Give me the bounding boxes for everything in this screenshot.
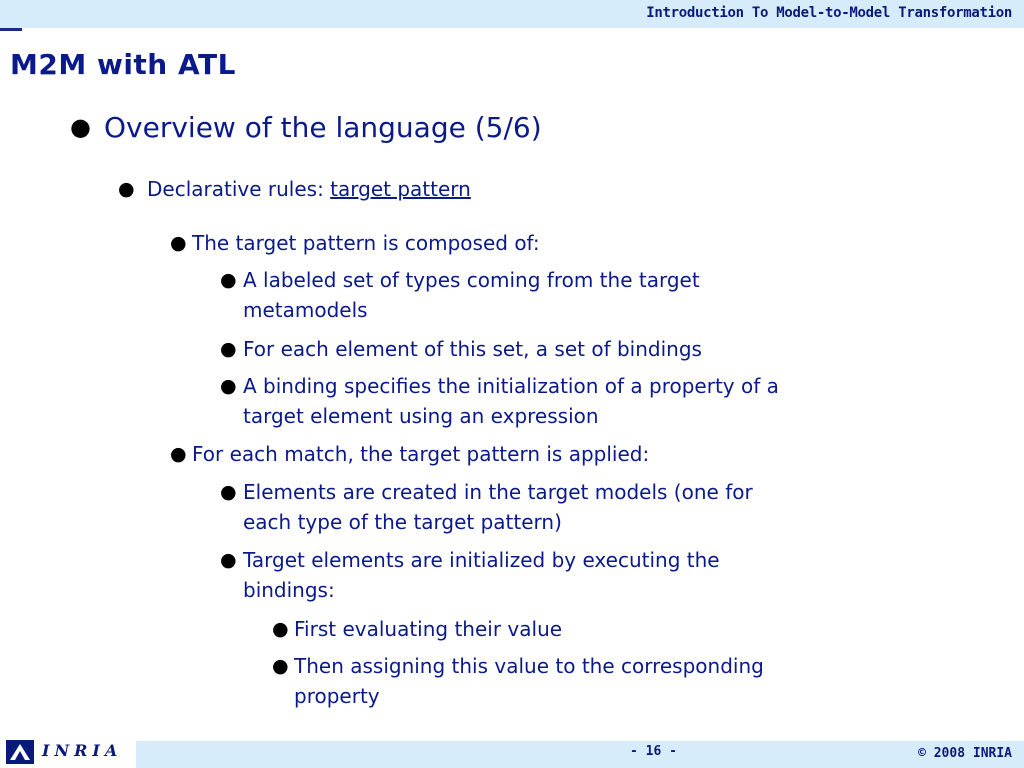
bullet-text: Then assigning this value to the corresponding (294, 654, 764, 678)
bullet-dot-icon: ● (118, 178, 135, 200)
bullet-target-elements-initialized (220, 545, 720, 605)
bullet-dot-icon: ● (220, 549, 237, 571)
bullet-text-continued: bindings: (243, 578, 335, 602)
inria-logo-mark-icon (6, 738, 36, 766)
bullet-binding-specifies (220, 371, 779, 431)
inria-logo (6, 738, 132, 766)
bullet-dot-icon: ● (170, 443, 187, 465)
bullet-set-of-bindings (220, 334, 702, 364)
bullet-dot-icon: ● (220, 338, 237, 360)
bullet-then-assigning (272, 651, 764, 711)
bullet-dot-icon: ● (220, 375, 237, 397)
target-pattern-link-text: target pattern (330, 177, 471, 201)
bullet-text: A labeled set of types coming from the target (243, 268, 700, 292)
bullet-text-continued: each type of the target pattern) (243, 510, 562, 534)
bullet-text-continued: metamodels (243, 298, 368, 322)
bullet-text-continued: property (294, 684, 380, 708)
bullet-dot-icon: ● (170, 232, 187, 254)
logo-text: INRIA (42, 741, 123, 760)
bullet-dot-icon: ● (70, 113, 91, 141)
bullet-text: Declarative rules: (147, 177, 331, 201)
bullet-text: For each element of this set, a set of bindings (243, 337, 702, 361)
bullet-text: For each match, the target pattern is applied: (192, 442, 650, 466)
slide-title: M2M with ATL (10, 48, 236, 81)
bullet-dot-icon: ● (220, 269, 237, 291)
bullet-labeled-set (220, 265, 700, 325)
bullet-dot-icon: ● (272, 655, 289, 677)
bullet-text: The target pattern is composed of: (192, 231, 540, 255)
footer-band (136, 741, 1024, 768)
page-number: - 16 - (630, 744, 677, 759)
bullet-text: Overview of the language (5/6) (104, 111, 542, 144)
copyright: © 2008 INRIA (918, 746, 1012, 761)
bullet-text: Elements are created in the target models (one for (243, 480, 753, 504)
bullet-dot-icon: ● (220, 481, 237, 503)
bullet-text: A binding specifies the initialization of a property of a (243, 374, 779, 398)
bullet-text-continued: target element using an expression (243, 404, 599, 428)
header-band (0, 0, 1024, 28)
bullet-overview (70, 113, 542, 143)
bullet-text: First evaluating their value (294, 617, 563, 641)
header-title: Introduction To Model-to-Model Transformation (646, 5, 1012, 21)
bullet-for-each-match (170, 439, 649, 469)
bullet-elements-created (220, 477, 753, 537)
bullet-dot-icon: ● (272, 618, 289, 640)
bullet-composed-of (170, 228, 540, 258)
bullet-first-evaluating (272, 614, 562, 644)
bullet-declarative-rules (118, 174, 471, 204)
bullet-text: Target elements are initialized by executing the (243, 548, 720, 572)
header-accent-mark (0, 28, 22, 31)
